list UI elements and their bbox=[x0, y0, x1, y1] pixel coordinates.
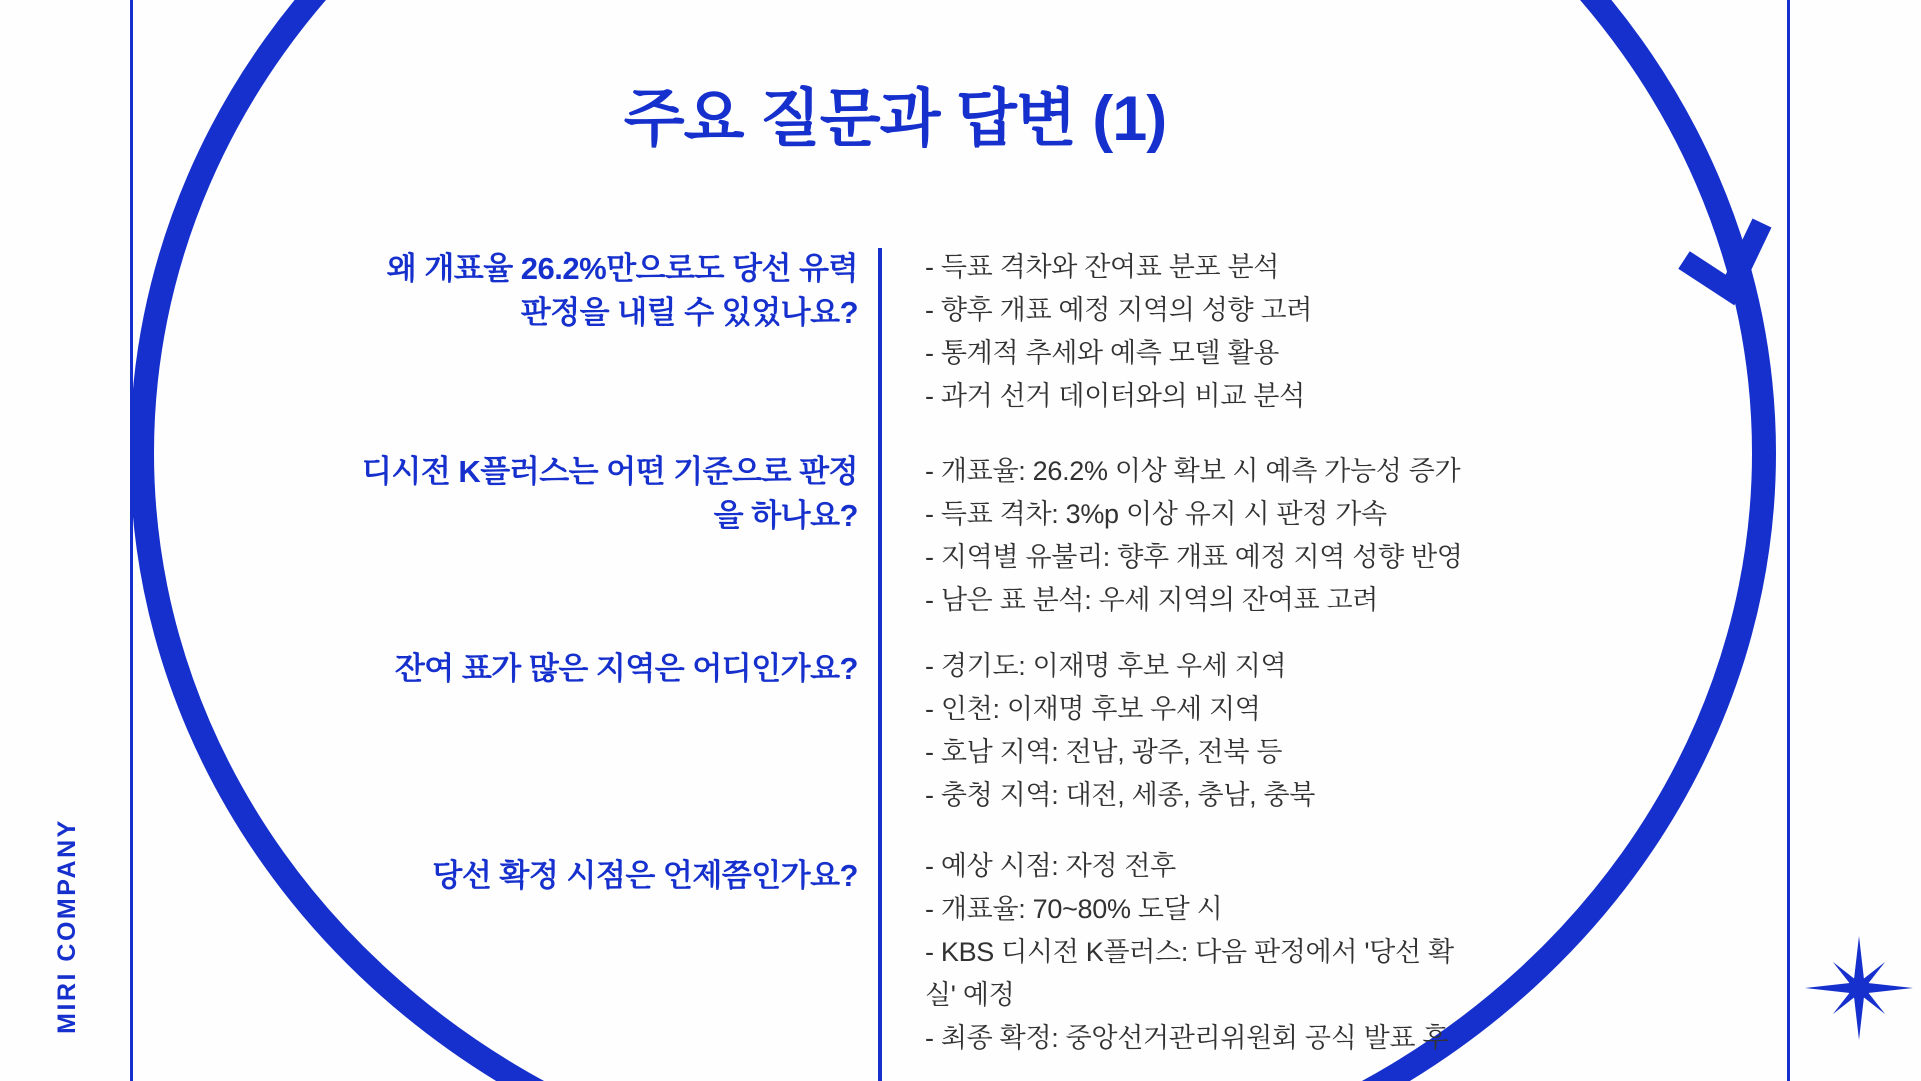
answer-line: - 개표율: 26.2% 이상 확보 시 예측 가능성 증가 bbox=[925, 456, 1461, 486]
question-line: 을 하나요? bbox=[713, 498, 858, 533]
question-line: 잔여 표가 많은 지역은 어디인가요? bbox=[394, 651, 858, 686]
answer-line: - 충청 지역: 대전, 세종, 충남, 충북 bbox=[925, 780, 1316, 810]
question-2 bbox=[238, 450, 858, 538]
answer-line: - 인천: 이재명 후보 우세 지역 bbox=[925, 694, 1261, 724]
answers-3 bbox=[925, 645, 1470, 817]
brand-vertical-text: MIRI COMPANY bbox=[53, 818, 81, 1034]
sparkle-icon bbox=[1805, 936, 1913, 1040]
answer-line: - 득표 격차: 3%p 이상 유지 시 판정 가속 bbox=[925, 499, 1387, 529]
answer-line: - 개표율: 70~80% 도달 시 bbox=[925, 894, 1223, 924]
answer-line: - KBS 디시전 K플러스: 다음 판정에서 '당선 확실' 예정 bbox=[925, 937, 1454, 1010]
answers-4 bbox=[925, 845, 1470, 1060]
answer-line: - 최종 확정: 중앙선거관리위원회 공식 발표 후 bbox=[925, 1023, 1449, 1053]
qa-divider-line bbox=[878, 248, 882, 1081]
answer-line: - 향후 개표 예정 지역의 성향 고려 bbox=[925, 295, 1313, 325]
left-border-line bbox=[130, 0, 133, 1081]
answers-1 bbox=[925, 246, 1470, 418]
answer-line: - 통계적 추세와 예측 모델 활용 bbox=[925, 338, 1280, 368]
answer-line: - 지역별 유불리: 향후 개표 예정 지역 성향 반영 bbox=[925, 542, 1463, 572]
answer-line: - 득표 격차와 잔여표 분포 분석 bbox=[925, 252, 1280, 282]
question-4 bbox=[238, 854, 858, 898]
right-border-line bbox=[1787, 0, 1790, 1081]
answer-line: - 호남 지역: 전남, 광주, 전북 등 bbox=[925, 737, 1283, 767]
answers-2 bbox=[925, 450, 1470, 622]
question-line: 당선 확정 시점은 언제쯤인가요? bbox=[432, 858, 858, 893]
answer-line: - 남은 표 분석: 우세 지역의 잔여표 고려 bbox=[925, 585, 1379, 615]
question-line: 왜 개표율 26.2%만으로도 당선 유력 bbox=[386, 251, 858, 286]
question-3 bbox=[238, 647, 858, 691]
question-line: 판정을 내릴 수 있었나요? bbox=[520, 295, 858, 330]
answer-line: - 경기도: 이재명 후보 우세 지역 bbox=[925, 651, 1287, 681]
question-1 bbox=[238, 247, 858, 335]
answer-line: - 예상 시점: 자정 전후 bbox=[925, 851, 1176, 881]
page-title: 주요 질문과 답변 (1) bbox=[623, 84, 1167, 154]
question-line: 디시전 K플러스는 어떤 기준으로 판정 bbox=[361, 454, 858, 489]
answer-line: - 과거 선거 데이터와의 비교 분석 bbox=[925, 381, 1305, 411]
